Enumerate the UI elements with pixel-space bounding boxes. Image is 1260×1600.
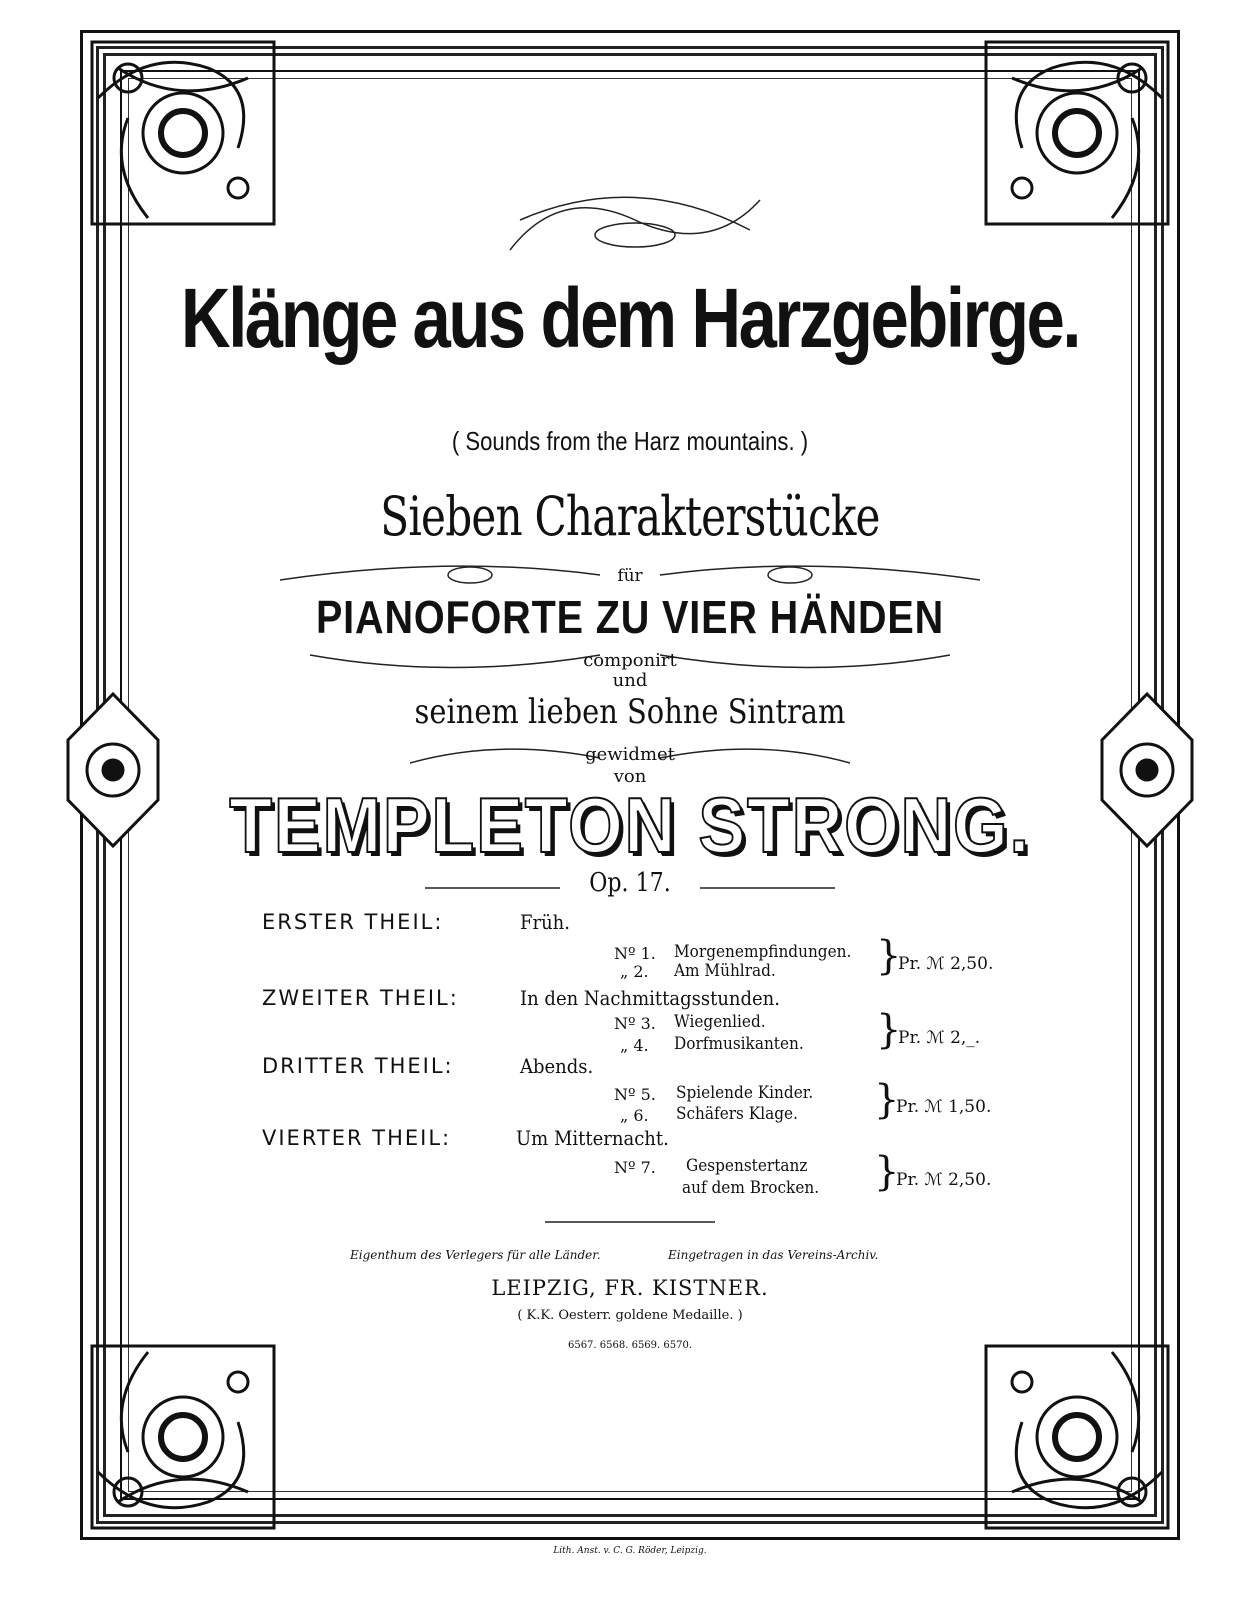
price: Pr. ℳ 1,50. xyxy=(896,1097,992,1117)
part-title: In den Nachmittagsstunden. xyxy=(520,986,781,1010)
flourish-top xyxy=(500,180,770,270)
piece-number: „ 6. xyxy=(620,1106,649,1125)
part-title: Früh. xyxy=(520,910,571,934)
opus-number: Op. 17. xyxy=(589,868,671,898)
composer-name: TEMPLETON STRONG. xyxy=(229,781,1031,869)
piece-name: Gespenstertanz xyxy=(686,1156,808,1176)
registration-notice: Eingetragen in das Vereins-Archiv. xyxy=(668,1248,879,1262)
work-title: Klänge aus dem Harzgebirge. xyxy=(180,271,1080,365)
piece-name: auf dem Brocken. xyxy=(682,1178,820,1198)
dedication: seinem lieben Sohne Sintram xyxy=(414,692,846,732)
plate-numbers: 6567. 6568. 6569. 6570. xyxy=(567,1340,693,1351)
part-label: ERSTER THEIL: xyxy=(262,910,444,934)
piece-name: Dorfmusikanten. xyxy=(674,1034,804,1054)
fuer-text: für xyxy=(617,566,643,586)
brace: } xyxy=(874,1149,900,1195)
medal-note: ( K.K. Oesterr. goldene Medaille. ) xyxy=(517,1308,743,1323)
gewidmet-text: gewidmet xyxy=(585,744,675,765)
componirt-text: componirt xyxy=(583,650,677,671)
piece-name: Morgenempfindungen. xyxy=(674,942,852,962)
corner-ornament-bottom-left xyxy=(88,1342,278,1532)
brace: } xyxy=(874,1077,900,1123)
von-text: von xyxy=(613,766,647,787)
corner-ornament-top-left xyxy=(88,38,278,228)
brace: } xyxy=(876,933,902,979)
piece-name: Spielende Kinder. xyxy=(676,1083,814,1103)
piece-name: Am Mühlrad. xyxy=(674,961,776,981)
piece-number: „ 4. xyxy=(620,1036,649,1055)
part-label: DRITTER THEIL: xyxy=(262,1054,454,1078)
instrument: PIANOFORTE ZU VIER HÄNDEN xyxy=(315,591,945,643)
brace: } xyxy=(876,1007,902,1053)
piece-number: Nº 7. xyxy=(614,1158,656,1177)
price: Pr. ℳ 2,50. xyxy=(896,1170,992,1190)
corner-ornament-top-right xyxy=(982,38,1172,228)
property-notice: Eigenthum des Verlegers für alle Länder. xyxy=(350,1248,601,1262)
part-label: ZWEITER THEIL: xyxy=(262,986,459,1010)
printer-credit: Lith. Anst. v. C. G. Röder, Leipzig. xyxy=(553,1546,707,1556)
work-subtitle: ( Sounds from the Harz mountains. ) xyxy=(451,426,809,456)
piece-name: Schäfers Klage. xyxy=(676,1104,798,1124)
piece-name: Wiegenlied. xyxy=(674,1012,766,1032)
corner-ornament-bottom-right xyxy=(982,1342,1172,1532)
work-type: Sieben Charakterstücke xyxy=(380,485,880,548)
piece-number: Nº 3. xyxy=(614,1014,656,1033)
piece-number: Nº 5. xyxy=(614,1085,656,1104)
price: Pr. ℳ 2,_. xyxy=(898,1028,981,1048)
und-text: und xyxy=(612,670,648,691)
part-label: VIERTER THEIL: xyxy=(262,1126,452,1150)
publisher: LEIPZIG, FR. KISTNER. xyxy=(491,1276,769,1300)
separator-rule xyxy=(540,1212,720,1222)
piece-number: Nº 1. xyxy=(614,944,656,963)
piece-number: „ 2. xyxy=(620,962,649,981)
part-title: Um Mitternacht. xyxy=(516,1126,669,1150)
price: Pr. ℳ 2,50. xyxy=(898,954,994,974)
part-title: Abends. xyxy=(520,1054,594,1078)
